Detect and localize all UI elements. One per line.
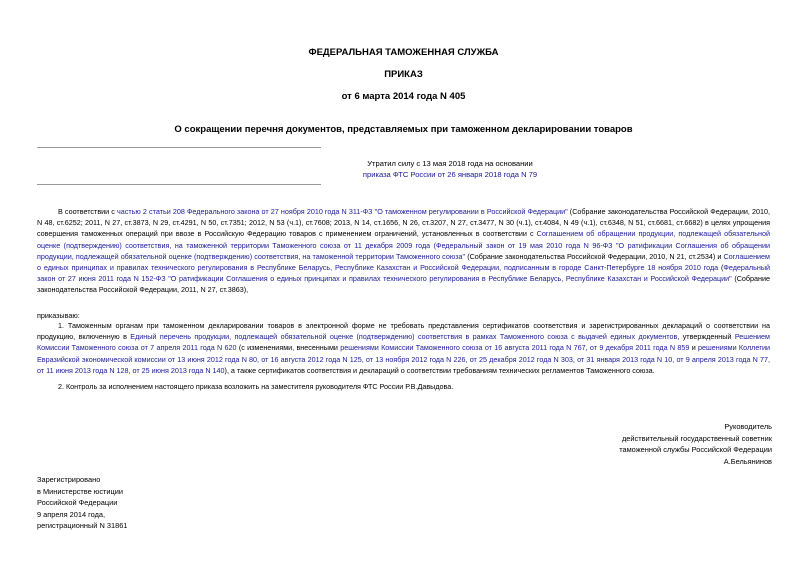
registration-line-4: 9 апреля 2014 года, [37,509,106,519]
registration-line-3: Российской Федерации [37,498,118,507]
lost-force-text: Утратил силу с 13 мая 2018 года на основании [367,159,533,168]
registration-line-1: Зарегистрировано [37,475,101,484]
customs-union-decisions-link[interactable]: решениями Комиссии Таможенного союза от 16 августа 2011 года N 767, от 9 декабря 2011 года N 859 [340,343,690,353]
bottom-divider [37,184,321,185]
preamble-text-4: ( [718,263,724,273]
document-type: ПРИКАЗ [384,69,423,80]
preamble-text-5: (Собрание законодательства Российской Федерации, 2011, N 27, ст.3863), [37,274,771,295]
signature-position: Руководитель [724,422,772,431]
registration-block [37,474,237,532]
eec-board-decisions-link[interactable]: решениями Коллегии Евразийской экономической комиссии от 13 июня 2012 года N 80, от 16 августа 2012 года N 125, от 13 ноября 2012 года N 226, от 25 декабря 2012 года N 303, от 31 января 2013 года N 10, от 9 апреля 2013 года N 77, от 11 июня 2013 года N 128, от 25 июня 2013 года N 140 [37,343,770,375]
item-1-paragraph [37,320,770,376]
item-1-text-1: 1. Таможенным органам при таможенном декларировании товаров в электронной форме не требовать представления сертификатов соответствия и зарегистрированных деклараций о соответствии на продукцию, включенную в [37,321,770,342]
signature-rank-1: действительный государственный советник [621,433,772,443]
order-word: приказываю: [37,311,80,320]
registration-line-5: регистрационный N 31861 [37,521,128,530]
lost-force-basis-link[interactable]: приказа ФТС России от 26 января 2018 года N 79 [362,170,538,179]
item-2-paragraph: 2. Контроль за исполнением настоящего приказа возложить на заместителя руководителя ФТС России Р.В.Давыдова. [58,382,454,391]
law-311-fz-link[interactable]: частью 2 статьи 208 Федерального закона от 27 ноября 2010 года N 311-ФЗ "О таможенном регулировании в Российской Федерации" [117,207,568,216]
preamble-text-3: (Собрание законодательства Российской Федерации, 2010, N 21, ст.2534) и [465,251,724,261]
item-1-text-2: , утвержденный [677,332,735,342]
agency-name: ФЕДЕРАЛЬНАЯ ТАМОЖЕННАЯ СЛУЖБА [308,47,499,58]
preamble-paragraph [37,206,770,296]
document-subject: О сокращении перечня документов, представляемых при таможенном декларировании товаров [174,124,633,135]
lost-force-note [300,158,600,180]
signature-name: А.Бельянинов [723,456,772,466]
unified-list-link[interactable]: Единый перечень продукции, подлежащей обязательной оценке (подтверждению) соответствия в рамках Таможенного союза с выдачей единых документов [130,332,678,342]
item-1-text-3: (с изменениями, внесенными [236,343,341,353]
signature-block [612,421,772,467]
item-1-text-5: ), а также сертификатов соответствия и деклараций о соответствии требованиям технических регламентов Таможенного союза. [224,365,655,375]
preamble-text-2: (Собрание законодательства Российской Федерации, 2010, N 48, ст.6252; 2011, N 27, ст.3873, N 29, ст.4291, N 50, ст.7351; 2012, N 53 (ч.1), ст.7608; 2013, N 14, ст.1656, N 26, ст.3207, N 27, ст.3477, N 30 (ч.1), ст.4084, N 49 (ч.1), ст.6348, N 51, ст.6681, ст.6682) в целях упрощения совершения таможенных операций при ввозе в Российскую Федерацию товаров с применением ограничений, установленных в соответствии с [37,207,771,239]
item-1-text-4: и [689,343,699,353]
signature-rank-2: таможенной службы Российской Федерации [619,445,772,454]
document-date-number: от 6 марта 2014 года N 405 [341,91,466,102]
agreement-2009-link[interactable]: Соглашением об обращении продукции, подлежащей обязательной оценке (подтверждению) соответствия, на таможенной территории Таможенного союза от 11 декабря 2009 года (Федеральный закон от 19 мая 2010 года N 96-ФЗ "О ратификации Соглашения об обращении продукции, подлежащей обязательной оценке (подтверждению) соответствия, на таможенной территории Таможенного союза" [37,229,770,261]
law-152-fz-link[interactable]: Федеральный закон от 27 июня 2011 года N 152-ФЗ "О ратификации Соглашения о единых принципах и правилах технического регулирования в Республике Беларусь, Республике Казахстан и Российской Федерации" [37,263,770,284]
top-divider [37,147,321,148]
registration-line-2: в Министерстве юстиции [37,486,124,496]
agreement-2010-link[interactable]: Соглашением о единых принципах и правилах технического регулирования в Республике Беларусь, Республике Казахстан и Российской Федерации, подписанным в городе Санкт-Петербурге 18 ноября 2010 года [37,251,770,273]
preamble-text-1: В соответствии с [58,207,118,216]
decision-620-link[interactable]: Решением Комиссии Таможенного союза от 7 апреля 2011 года N 620 [37,332,770,353]
